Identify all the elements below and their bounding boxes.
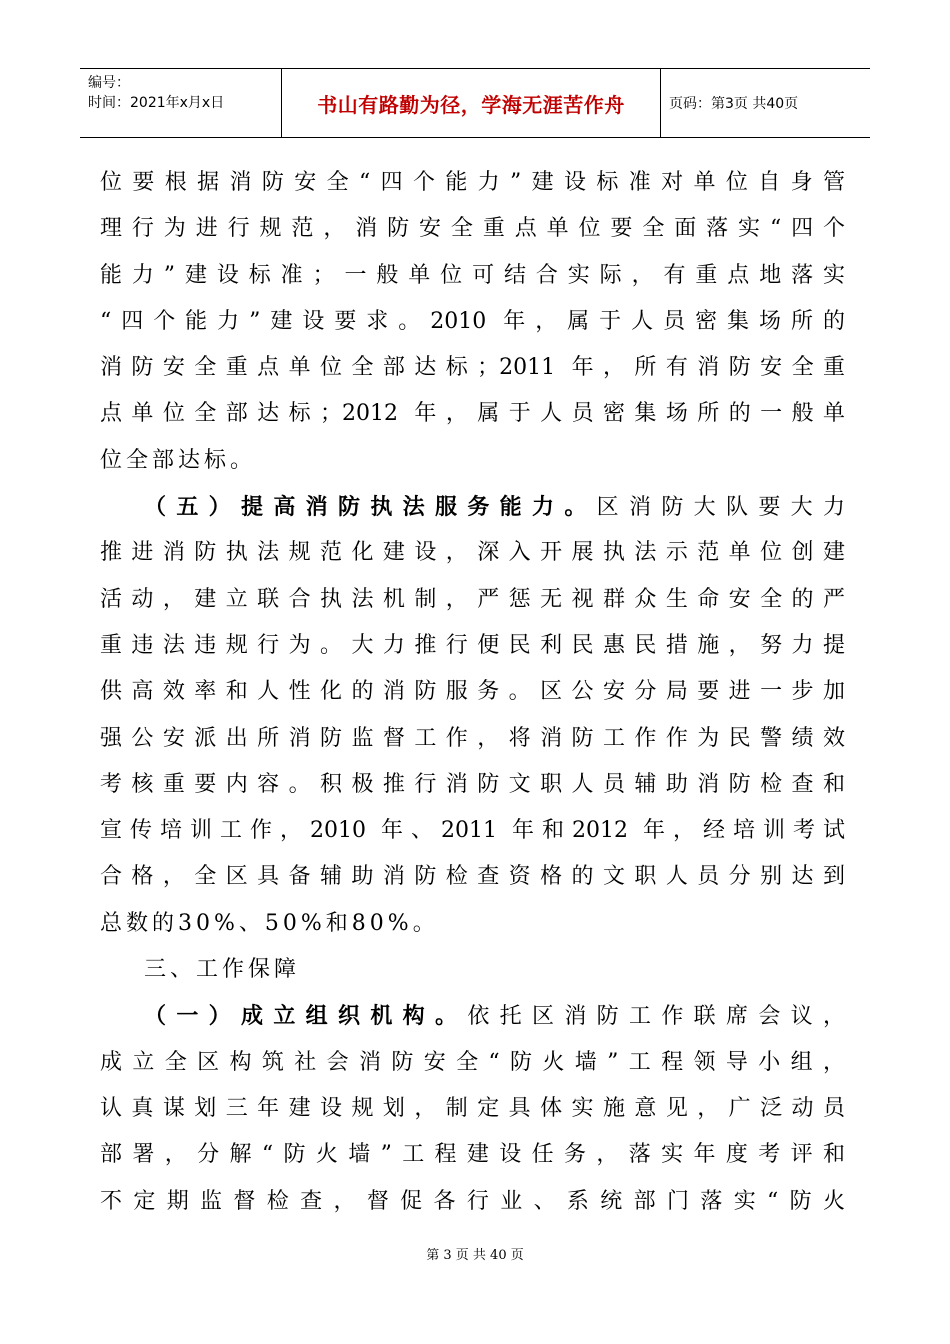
header-meta [80,69,282,137]
body-line: 位要根据消防安全“四个能力”建设标准对单位自身管 [100,170,845,195]
body-line: 推进消防执法规范化建设，深入开展执法示范单位创建 [100,540,845,566]
body-line: “四个能力”建设要求。2010 年，属于人员密集场所的 [100,308,845,334]
paragraph-heading: （一）成立组织机构。 [144,1003,468,1030]
body-line: 位全部达标。 [100,447,257,473]
page-footer: 第 3 页 共 40 页 [426,1248,524,1263]
body-line: 供高效率和人性化的消防服务。区公安分局要进一步加 [100,679,845,705]
paragraph-text: 区消防大队要大力 [596,495,845,521]
paragraph-text: 依托区消防工作联席会议， [467,1004,845,1030]
body-line: 部署，分解“防火墙”工程建设任务，落实年度考评和 [100,1142,845,1168]
body-line: 合格，全区具备辅助消防检查资格的文职人员分别达到 [100,864,845,890]
body-line: 理行为进行规范，消防安全重点单位要全面落实“四个 [100,216,845,242]
document-number-label: 编号： [88,75,130,91]
paragraph-heading: （五）提高消防执法服务能力。 [144,494,597,521]
header-motto: 书山有路勤为径，学海无涯苦作舟 [282,69,661,137]
body-line: 强公安派出所消防监督工作，将消防工作作为民警绩效 [100,725,845,751]
body-line: 点单位全部达标；2012 年，属于人员密集场所的一般单 [100,401,845,427]
body-line: 活动，建立联合执法机制，严惩无视群众生命安全的严 [100,586,845,612]
paragraph-first-line [100,484,845,530]
document-body [100,160,845,1225]
body-line: 宣传培训工作，2010 年、2011 年和2012 年，经培训考试 [100,818,845,844]
body-line: 不定期监督检查，督促各行业、系统部门落实“防火 [100,1188,845,1214]
body-line: 能力”建设标准；一般单位可结合实际，有重点地落实 [100,262,845,288]
section-heading: 三、工作保障 [144,957,301,983]
header-page-info: 页码：第3页 共40页 [669,96,799,112]
body-line: 认真谋划三年建设规划，制定具体实施意见，广泛动员 [100,1095,845,1121]
body-line: 消防安全重点单位全部达标；2011 年，所有消防安全重 [100,355,845,381]
body-line: 考核重要内容。积极推行消防文职人员辅助消防检查和 [100,771,845,797]
body-line: 重违法违规行为。大力推行便民利民惠民措施，努力提 [100,632,845,658]
paragraph-first-line [100,993,845,1039]
document-date: 时间：2021年x月x日 [88,95,225,111]
body-line: 总数的30%、50%和80%。 [100,910,439,936]
body-line: 成立全区构筑社会消防安全“防火墙”工程领导小组， [100,1049,845,1075]
page-header [80,68,870,138]
